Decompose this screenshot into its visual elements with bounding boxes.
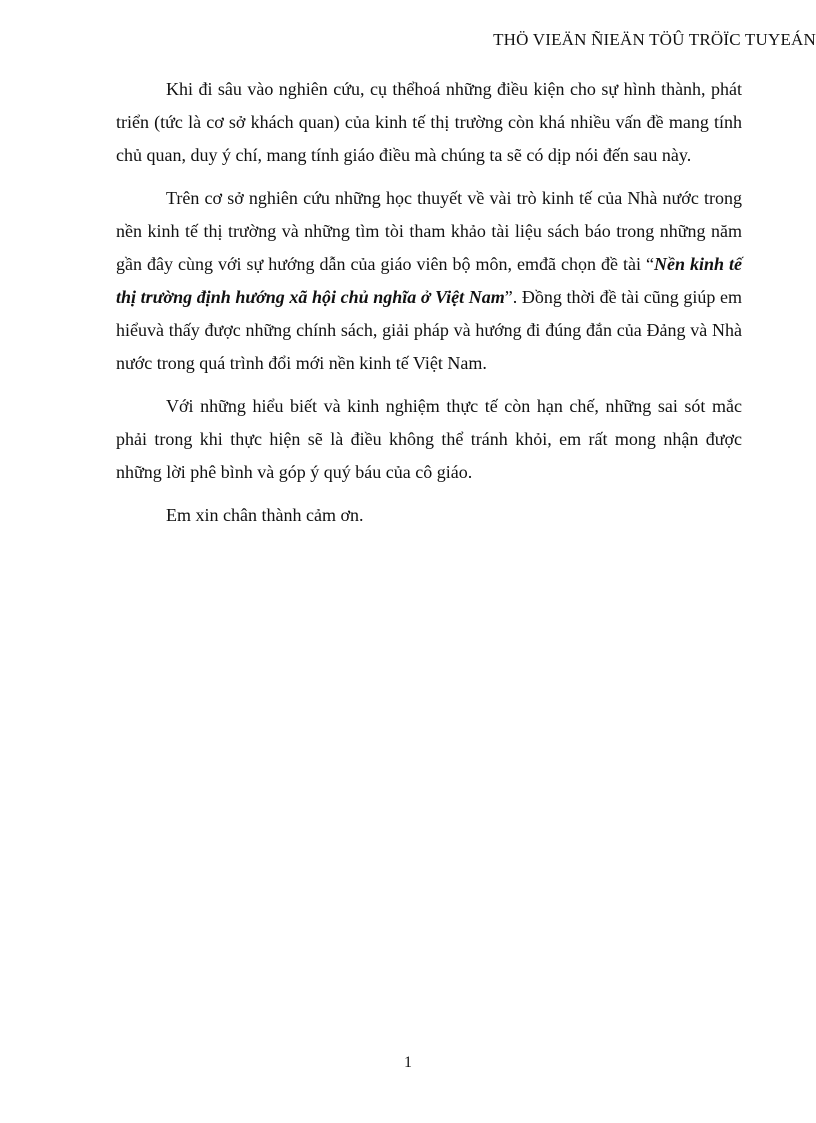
document-body [116,73,742,532]
running-header: THÖ VIEÄN ÑIEÄN TÖÛ TRÖÏC TUYEÁN [493,30,816,49]
topic-title: Nền kinh tế thị trường định hướng xã hội chủ nghĩa ở Việt Nam [116,254,742,307]
paragraph-topic-text-start: Trên cơ sở nghiên cứu những học thuyết về vài trò kinh tế của Nhà nước trong nền kinh tế thị trường và những tìm tòi tham khảo tài liệu sách báo trong những năm gần đây cùng với sự hướng dẫn của giáo viên bộ môn, emđã chọn đề tài “ [116,188,742,274]
paragraph-topic-selection [116,182,742,380]
paragraph-intro-research: Khi đi sâu vào nghiên cứu, cụ thểhoá những điều kiện cho sự hình thành, phát triển (tức là cơ sở khách quan) của kinh tế thị trường còn khá nhiều vấn đề mang tính chủ quan, duy ý chí, mang tính giáo điều mà chúng ta sẽ có dịp nói đến sau này. [116,79,742,165]
page-number: 1 [404,1054,412,1071]
paragraph-topic-text-end: ”. Đồng thời đề tài cũng giúp em hiểuvà thấy được những chính sách, giải pháp và hướng đi đúng đắn của Đảng và Nhà nước trong quá trình đổi mới nền kinh tế Việt Nam. [116,287,742,373]
paragraph-thanks: Em xin chân thành cảm ơn. [166,505,364,525]
paragraph-limitations: Với những hiểu biết và kinh nghiệm thực tế còn hạn chế, những sai sót mắc phải trong khi thực hiện sẽ là điều không thể tránh khỏi, em rất mong nhận được những lời phê bình và góp ý quý báu của cô giáo. [116,396,742,482]
